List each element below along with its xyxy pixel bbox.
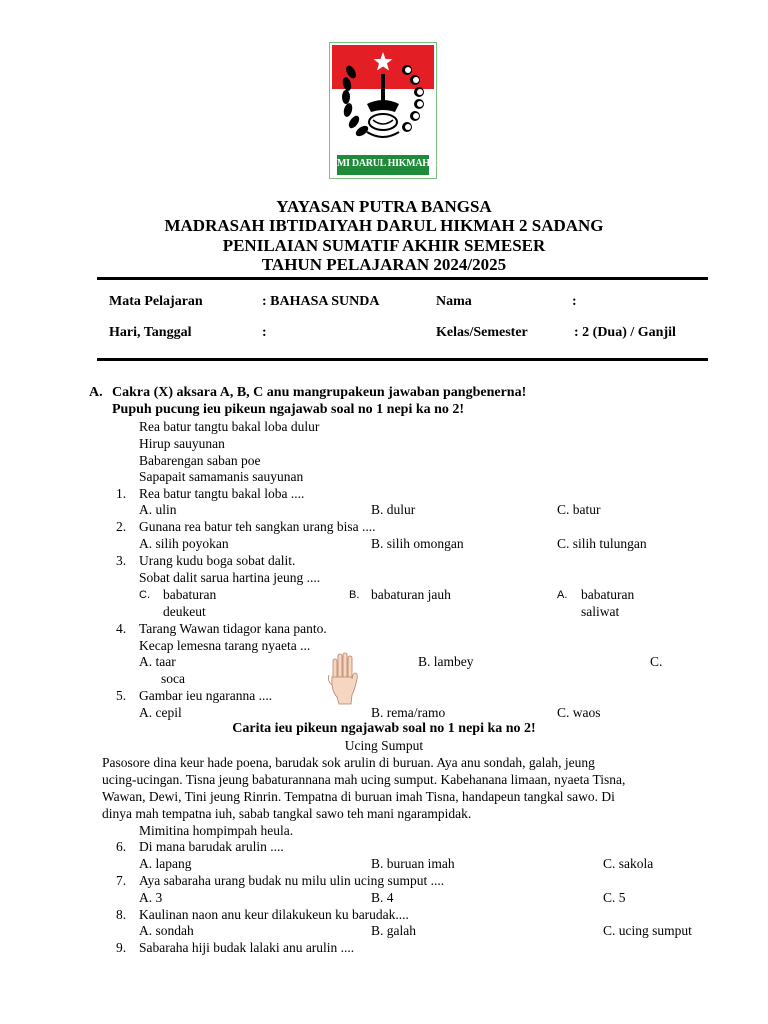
question-number: 2.	[116, 519, 127, 534]
question-number: 8.	[116, 907, 127, 922]
question-number: 3.	[116, 553, 127, 568]
name-value: :	[572, 294, 577, 309]
option-c-cont: saliwat	[581, 604, 620, 619]
option-c: C. sakola	[603, 856, 654, 871]
story-line: ucing-ucingan. Tisna jeung babaturannana mah ucing sumput. Kabehanana limaan, nyaeta Tisna,	[102, 772, 626, 787]
story-line: Mimitina hompimpah heula.	[139, 823, 294, 838]
date-value: :	[262, 325, 267, 340]
option-c: C. ucing sumput	[603, 923, 692, 938]
header-rule-top	[97, 277, 708, 280]
section-letter: A.	[89, 385, 103, 400]
option-c: C. silih tulungan	[557, 536, 647, 551]
question-number: 6.	[116, 839, 127, 854]
question-text-2: Sobat dalit sarua hartina jeung ....	[139, 570, 321, 585]
section-instruction: Cakra (X) aksara A, B, C anu mangrupakeun jawaban pangbenerna!	[112, 385, 527, 400]
option-a: A. sondah	[139, 923, 194, 938]
option-a-cont: deukeut	[163, 604, 206, 619]
option-c: C. batur	[557, 502, 601, 517]
story-title: Ucing Sumput	[344, 738, 424, 753]
option-c: C.	[650, 654, 663, 669]
option-c-letter: A.	[557, 589, 568, 601]
option-b: B. lambey	[418, 654, 474, 669]
school-logo	[329, 42, 437, 179]
question-text: Gunana rea batur teh sangkan urang bisa ....	[139, 519, 376, 534]
option-c: C. waos	[557, 705, 601, 720]
story-line: Wawan, Dewi, Tini jeung Rinrin. Tempatna di buruan imah Tisna, handapeun tangkal sawo. Di	[102, 789, 615, 804]
question-text: Tarang Wawan tidagor kana panto.	[139, 621, 327, 636]
class-label: Kelas/Semester	[436, 325, 528, 340]
question-text-2: Kecap lemesna tarang nyaeta ...	[139, 638, 311, 653]
date-label: Hari, Tanggal	[109, 325, 192, 340]
option-a: A. lapang	[139, 856, 192, 871]
option-a-letter: C.	[139, 589, 150, 601]
story-line: dinya mah tempatna iuh, sabab tangkal sawo teh mani ngarampidak.	[102, 806, 472, 821]
subject-value: : BAHASA SUNDA	[262, 294, 380, 309]
option-a: babaturan	[163, 587, 217, 602]
option-a: A. silih poyokan	[139, 536, 229, 551]
pupuh-intro: Pupuh pucung ieu pikeun ngajawab soal no 1 nepi ka no 2!	[112, 402, 465, 417]
question-text: Sabaraha hiji budak lalaki anu arulin ....	[139, 940, 355, 955]
header-foundation: YAYASAN PUTRA BANGSA	[276, 197, 492, 216]
option-a: A. 3	[139, 890, 163, 905]
header-year: TAHUN PELAJARAN 2024/2025	[261, 255, 507, 274]
option-a: A. taar	[139, 654, 176, 669]
header-exam: PENILAIAN SUMATIF AKHIR SEMESER	[222, 236, 546, 255]
poem-line: Hirup sauyunan	[139, 436, 225, 451]
question-text: Urang kudu boga sobat dalit.	[139, 553, 296, 568]
poem-line: Sapapait samamanis sauyunan	[139, 469, 304, 484]
option-c: babaturan	[581, 587, 635, 602]
option-c: C. 5	[603, 890, 626, 905]
hand-image	[327, 651, 359, 705]
question-number: 1.	[116, 486, 127, 501]
option-b: B. rema/ramo	[371, 705, 446, 720]
poem-line: Babarengan saban poe	[139, 453, 261, 468]
option-b: babaturan jauh	[371, 587, 451, 602]
option-a: A. ulin	[139, 502, 177, 517]
option-b-letter: B.	[349, 589, 360, 601]
logo-caption: MI DARUL HIKMAH 2	[337, 158, 437, 169]
question-number: 9.	[116, 940, 127, 955]
question-text: Rea batur tangtu bakal loba ....	[139, 486, 305, 501]
option-b: B. galah	[371, 923, 416, 938]
option-b: B. dulur	[371, 502, 416, 517]
poem-line: Rea batur tangtu bakal loba dulur	[139, 419, 320, 434]
story-line: Pasosore dina keur hade poena, barudak sok arulin di buruan. Aya anu sondah, galah, jeung	[102, 755, 595, 770]
option-b: B. silih omongan	[371, 536, 464, 551]
class-value: : 2 (Dua) / Ganjil	[574, 325, 676, 340]
question-number: 4.	[116, 621, 127, 636]
question-text: Di mana barudak arulin ....	[139, 839, 284, 854]
header-rule-bottom	[97, 358, 708, 361]
option-b: B. buruan imah	[371, 856, 455, 871]
header-school: MADRASAH IBTIDAIYAH DARUL HIKMAH 2 SADANG	[164, 216, 604, 235]
option-a-cont: soca	[161, 671, 185, 686]
story-intro: Carita ieu pikeun ngajawab soal no 1 nepi ka no 2!	[232, 721, 536, 736]
question-text: Gambar ieu ngaranna ....	[139, 688, 273, 703]
question-text: Kaulinan naon anu keur dilakukeun ku barudak....	[139, 907, 409, 922]
name-label: Nama	[436, 294, 472, 309]
question-text: Aya sabaraha urang budak nu milu ulin ucing sumput ....	[139, 873, 445, 888]
option-a: A. cepil	[139, 705, 182, 720]
question-number: 5.	[116, 688, 127, 703]
subject-label: Mata Pelajaran	[109, 294, 203, 309]
option-b: B. 4	[371, 890, 394, 905]
question-number: 7.	[116, 873, 127, 888]
